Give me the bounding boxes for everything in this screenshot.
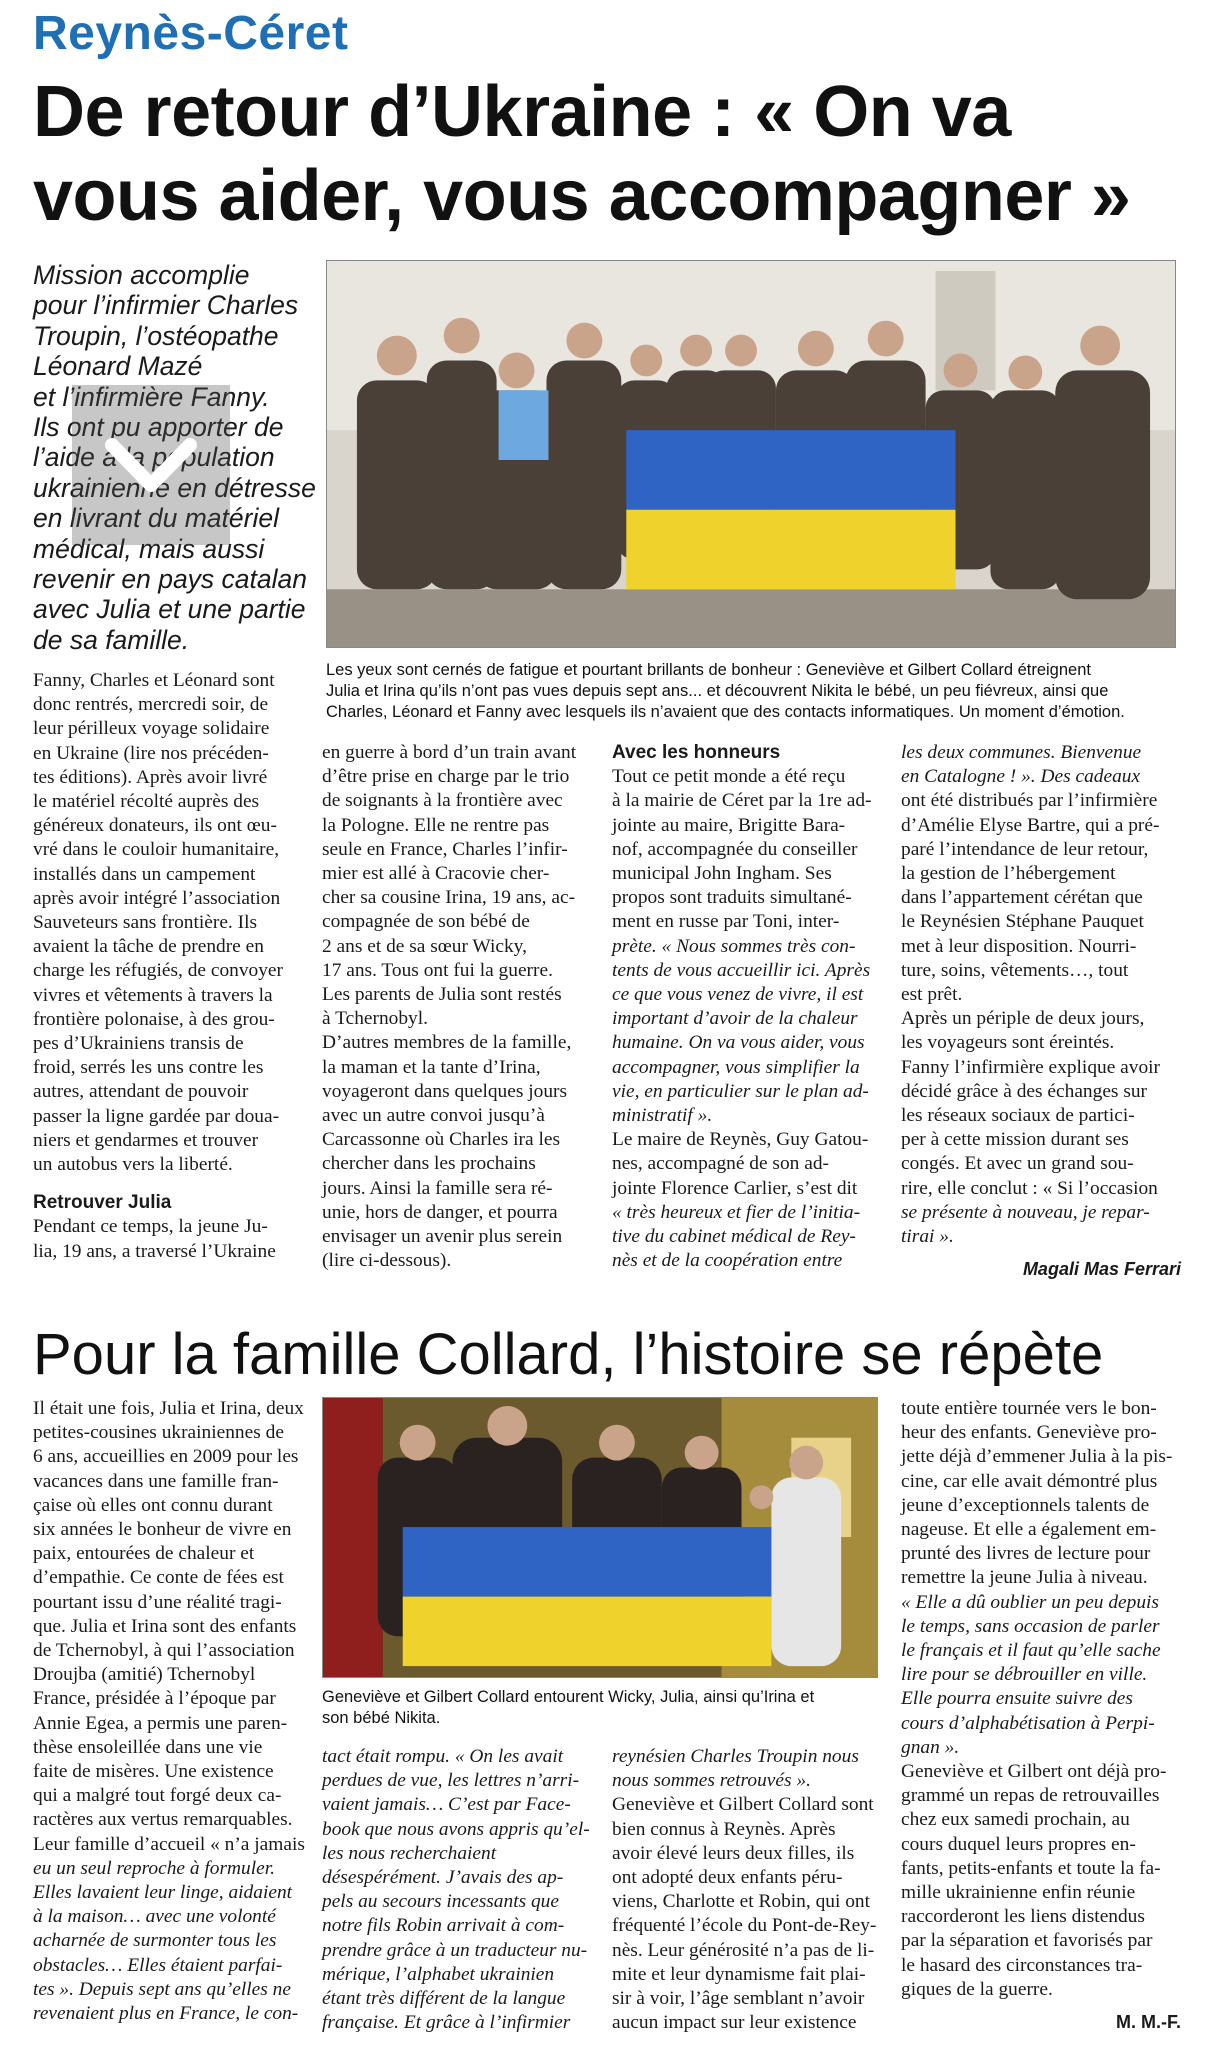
text-line: heur des enfants. Geneviève pro-	[901, 1422, 1157, 1444]
text-line: prendre grâce à un traducteur nu-	[322, 1939, 588, 1961]
article-column-2	[322, 741, 592, 1273]
text-line: de soignants à la frontière avec	[322, 790, 563, 812]
text-line: ractères aux vertus remarquables.	[33, 1809, 293, 1831]
text-line: est prêt.	[901, 984, 963, 1006]
collard-family-photo	[322, 1397, 878, 1678]
text-line: en Ukraine (lire nos précéden-	[33, 742, 269, 764]
text-line: et l’infirmière Fanny.	[33, 381, 270, 412]
text-line: pourtant issu d’une réalité tragi-	[33, 1591, 282, 1613]
text-line: aucun impact sur leur existence	[612, 2012, 857, 2034]
text-line: tes ». Depuis sept ans qu’elles ne	[33, 1978, 291, 2000]
article2-column-3	[612, 1745, 882, 2035]
text-line: la maman et la tante d’Irina,	[322, 1056, 541, 1078]
text-line: donc rentrés, mercredi soir, de	[33, 694, 269, 716]
text-line: jours. Ainsi la famille sera ré-	[322, 1177, 553, 1199]
text-line: étant très différent de la langue	[322, 1988, 566, 2010]
text-line: généreux donateurs, ils ont œu-	[33, 815, 277, 837]
text-line: la Pologne. Elle ne rentre pas	[322, 814, 550, 836]
text-line: installés dans un campement	[33, 863, 256, 885]
text-line: Geneviève et Gilbert Collard sont	[612, 1794, 874, 1816]
text-line: autres, attendant de pouvoir	[33, 1081, 249, 1103]
text-line: leur périlleux voyage solidaire	[33, 718, 270, 740]
text-line: 6 ans, accueillies en 2009 pour les	[33, 1446, 299, 1468]
text-line: cher sa cousine Irina, 19 ans, ac-	[322, 887, 576, 909]
text-line: revenir en pays catalan	[33, 564, 307, 595]
text-line: « très heureux et fier de l’initia-	[612, 1201, 861, 1223]
text-line: Après un périple de deux jours,	[901, 1008, 1145, 1030]
text-line: chez eux samedi prochain, au	[901, 1809, 1130, 1831]
text-line: Pendant ce temps, la jeune Ju-	[33, 1216, 268, 1238]
text-line: tents de vous accueillir ici. Après	[612, 959, 871, 981]
text-line: çaise où elles ont connu durant	[33, 1494, 273, 1516]
text-line: petites-cousines ukrainiennes de	[33, 1422, 284, 1444]
text-line: tive du cabinet médical de Rey-	[612, 1226, 856, 1248]
text-line: municipal John Ingham. Ses	[612, 863, 832, 885]
section-kicker: Reynès-Céret	[33, 7, 349, 60]
text-line: book que nous avons appris qu’el-	[322, 1818, 590, 1840]
text-line: avec un autre convoi jusqu’à	[322, 1105, 545, 1127]
text-line: ment en russe par Toni, inter-	[612, 911, 840, 933]
text-line: vaient jamais… C’est par Face-	[322, 1794, 571, 1816]
text-line: niers et gendarmes et trouver	[33, 1129, 259, 1151]
text-line: congés. Et avec un grand sou-	[901, 1153, 1134, 1175]
text-line: tirai ».	[901, 1226, 954, 1248]
text-line: dans l’appartement cérétan que	[901, 887, 1143, 909]
text-line: grammé un repas de retrouvailles	[901, 1785, 1160, 1807]
text-line: viens, Charlotte et Robin, qui ont	[612, 1891, 870, 1913]
text-line: médical, mais aussi	[33, 533, 265, 564]
text-line: avoir élevé leurs deux filles, ils	[612, 1842, 855, 1864]
text-line: toute entière tournée vers le bon-	[901, 1398, 1157, 1419]
text-line: Ils ont pu apporter de	[33, 412, 284, 443]
text-line: Les parents de Julia sont restés	[322, 984, 562, 1006]
text-line: humaine. On va vous aider, vous	[612, 1032, 865, 1054]
text-line: Fanny, Charles et Léonard sont	[33, 670, 275, 691]
text-line: pour l’infirmier Charles	[33, 290, 299, 321]
text-line: paré l’intendance de leur retour,	[901, 838, 1149, 860]
text-line: obstacles… Elles étaient parfai-	[33, 1954, 283, 1976]
text-line: Droujba (amitié) Tchernobyl	[33, 1664, 256, 1686]
text-line: désespérément. J’avais des ap-	[322, 1867, 564, 1889]
text-line: à la maison… avec une volonté	[33, 1906, 276, 1928]
text-line: nof, accompagnée du conseiller	[612, 838, 858, 860]
text-line: Mission accomplie	[33, 260, 250, 290]
text-line: française. Et grâce à l’infirmier	[322, 2012, 571, 2034]
media-overlay-button[interactable]	[72, 385, 230, 545]
text-line: qui a malgré tout forgé deux ca-	[33, 1785, 282, 1807]
text-line: le français et il faut qu’elle sache	[901, 1640, 1161, 1662]
text-line: Tout ce petit monde a été reçu	[612, 766, 846, 788]
text-line: mille ukrainienne enfin réunie	[901, 1882, 1136, 1904]
text-line: par la séparation et favorisés par	[901, 1930, 1153, 1952]
text-line: Annie Egea, a permis une paren-	[33, 1712, 288, 1734]
text-line: nageuse. Et elle a également em-	[901, 1519, 1157, 1541]
text-line: Il était une fois, Julia et Irina, deux	[33, 1398, 304, 1419]
photo-caption-2	[322, 1687, 878, 1729]
text-line: en Catalogne ! ». Des cadeaux	[901, 766, 1141, 788]
text-line: Julia et Irina qu’ils n’ont pas vues depuis sept ans... et découvrent Nikita le bébé, un peu fiévreux, ainsi que	[326, 681, 1109, 700]
text-line: le Reynésien Stéphane Pauquet	[901, 911, 1144, 933]
text-line: prunté des livres de lecture pour	[901, 1543, 1151, 1565]
text-line: per à cette mission durant ses	[901, 1129, 1129, 1151]
article-headline: De retour d’Ukraine : « On va vous aider, vous accompagner »	[33, 72, 1131, 236]
text-line: jette déjà d’emmener Julia à la pis-	[901, 1446, 1173, 1468]
text-line: giques de la guerre.	[901, 1978, 1053, 2000]
text-line: raccorderont les liens distendus	[901, 1906, 1145, 1928]
article-column-4	[901, 741, 1181, 1281]
text-line: unie, hors de danger, et pourra	[322, 1201, 558, 1223]
text-line: (lire ci-dessous).	[322, 1250, 452, 1272]
text-line: un autobus vers la liberté.	[33, 1154, 233, 1176]
text-line: avec Julia et une partie	[33, 594, 306, 625]
text-line: cine, car elle avait démontré plus	[901, 1470, 1158, 1492]
text-line: seule en France, Charles l’infir-	[322, 838, 568, 860]
text-line: lire pour se débrouiller en ville.	[901, 1664, 1148, 1686]
text-line: de Tchernobyl, à qui l’association	[33, 1640, 295, 1662]
text-line: à Tchernobyl.	[322, 1008, 428, 1030]
text-line: reynésien Charles Troupin nous	[612, 1746, 859, 1767]
text-line: Léonard Mazé	[33, 351, 203, 382]
text-line: paix, entourées de chaleur et	[33, 1543, 255, 1565]
text-line: frontière polonaise, à des grou-	[33, 1008, 275, 1030]
text-line: jointe Florence Carlier, s’est dit	[612, 1177, 858, 1199]
text-line: les réseaux sociaux de partici-	[901, 1105, 1135, 1127]
text-line: froid, serrés les uns contre les	[33, 1057, 264, 1079]
text-line: vré dans le couloir humanitaire,	[33, 839, 280, 861]
text-line: passer la ligne gardée par doua-	[33, 1105, 280, 1127]
text-line: vie, en particulier sur le plan ad-	[612, 1080, 869, 1102]
text-line: la gestion de l’hébergement	[901, 863, 1116, 885]
text-line: « Elle a dû oublier un peu depuis	[901, 1591, 1159, 1613]
subheading: Retrouver Julia	[33, 1192, 172, 1214]
text-line: bien connus à Reynès. Après	[612, 1818, 836, 1840]
text-line: prète. « Nous sommes très con-	[612, 935, 856, 957]
photo-caption	[326, 660, 1176, 722]
text-line: remettre la jeune Julia à niveau.	[901, 1567, 1148, 1589]
text-line: fréquenté l’école du Pont-de-Rey-	[612, 1915, 877, 1937]
text-line: fants, petits-enfants et toute la fa-	[901, 1857, 1161, 1879]
text-line: ministratif ».	[612, 1105, 713, 1127]
text-line: Le maire de Reynès, Guy Gatou-	[612, 1129, 869, 1151]
text-line: d’être prise en charge par le trio	[322, 766, 570, 788]
text-line: Elles lavaient leur linge, aidaient	[33, 1882, 293, 1904]
text-line: envisager un avenir plus serein	[322, 1226, 563, 1248]
text-line: les nous recherchaient	[322, 1842, 497, 1864]
text-line: Geneviève et Gilbert Collard entourent Wicky, Julia, ainsi qu’Irina et	[322, 1688, 815, 1706]
text-line: son bébé Nikita.	[322, 1708, 441, 1727]
text-line: faite de misères. Une existence	[33, 1761, 274, 1783]
text-line: acharnée de surmonter tous les	[33, 1930, 277, 1952]
article-headline-2: Pour la famille Collard, l’histoire se répète	[33, 1322, 1104, 1387]
text-line: sir à voir, l’âge semblant n’avoir	[612, 1988, 865, 2010]
text-line: compagnée de son bébé de	[322, 911, 530, 933]
text-line: Les yeux sont cernés de fatigue et pourtant brillants de bonheur : Geneviève et Gilbert Collard étreignent	[326, 661, 1091, 679]
text-line: notre fils Robin arrivait à com-	[322, 1915, 565, 1937]
text-line: se présente à nouveau, je repar-	[901, 1201, 1150, 1223]
text-line: 17 ans. Tous ont fui la guerre.	[322, 959, 553, 981]
subheading: Avec les honneurs	[612, 742, 781, 763]
text-line: à la mairie de Céret par la 1re ad-	[612, 790, 872, 812]
text-line: les deux communes. Bienvenue	[901, 742, 1142, 763]
text-line: propos sont traduits simultané-	[612, 887, 852, 909]
text-line: de sa famille.	[33, 624, 190, 655]
text-line: ukrainienne en détresse	[33, 472, 316, 503]
text-line: ce que vous venez de vivre, il est	[612, 984, 864, 1006]
text-line: Fanny l’infirmière explique avoir	[901, 1056, 1160, 1078]
text-line: ture, soins, vêtements…, tout	[901, 959, 1129, 981]
text-line: Sauveteurs sans frontière. Ils	[33, 912, 258, 934]
article2-column-4	[901, 1397, 1181, 2034]
text-line: pes d’Ukrainiens transis de	[33, 1033, 244, 1055]
text-line: mérique, l’alphabet ukrainien	[322, 1963, 555, 1985]
text-line: revenaient plus en France, le con-	[33, 2003, 299, 2025]
text-line: thèse ensoleillée dans une vie	[33, 1736, 263, 1758]
text-line: Troupin, l’ostéopathe	[33, 320, 279, 351]
text-line: Elle pourra ensuite suivre des	[901, 1688, 1133, 1710]
chevron-down-icon	[72, 385, 230, 545]
text-line: décidé grâce à des échanges sur	[901, 1080, 1148, 1102]
text-line: Leur famille d’accueil « n’a jamais	[33, 1833, 305, 1855]
text-line: pels au secours incessants que	[322, 1891, 559, 1913]
text-line: tes éditions). Après avoir livré	[33, 766, 268, 788]
text-line: en guerre à bord d’un train avant	[322, 742, 577, 763]
text-line: gnan ».	[901, 1736, 960, 1758]
text-line: les voyageurs sont éreintés.	[901, 1032, 1115, 1054]
text-line: le temps, sans occasion de parler	[901, 1615, 1160, 1637]
article2-column-1	[33, 1397, 303, 2026]
text-line: avaient la tâche de prendre en	[33, 936, 264, 958]
text-line: Carcassonne où Charles ira les	[322, 1129, 560, 1151]
text-line: Geneviève et Gilbert ont déjà pro-	[901, 1761, 1167, 1783]
byline: Magali Mas Ferrari	[1022, 1259, 1181, 1280]
text-line: tact était rompu. « On les avait	[322, 1746, 564, 1767]
text-line: cours duquel leurs propres en-	[901, 1833, 1136, 1855]
text-line: perdues de vue, les lettres n’arri-	[322, 1770, 580, 1792]
text-line: après avoir intégré l’association	[33, 887, 281, 909]
text-line: jointe au maire, Brigitte Bara-	[612, 814, 846, 836]
text-line: 2 ans et de sa sœur Wicky,	[322, 935, 527, 957]
text-line: D’autres membres de la famille,	[322, 1032, 572, 1054]
text-line: chercher dans les prochains	[322, 1153, 536, 1175]
text-line: France, présidée à l’époque par	[33, 1688, 276, 1710]
text-line: nous sommes retrouvés ».	[612, 1770, 811, 1792]
text-line: six années le bonheur de vivre en	[33, 1519, 292, 1541]
text-line: met à leur disposition. Nourri-	[901, 935, 1137, 957]
text-line: important d’avoir de la chaleur	[612, 1008, 858, 1030]
text-line: que. Julia et Irina sont des enfants	[33, 1615, 297, 1637]
text-line: eu un seul reproche à formuler.	[33, 1857, 275, 1879]
text-line: cours d’alphabétisation à Perpi-	[901, 1712, 1155, 1734]
text-line: jeune d’exceptionnels talents de	[901, 1494, 1150, 1516]
text-line: rire, elle conclut : « Si l’occasion	[901, 1177, 1158, 1199]
text-line: voyageront dans quelques jours	[322, 1080, 568, 1102]
text-line: vivres et vêtements à travers la	[33, 984, 273, 1006]
article-column-1	[33, 669, 303, 1264]
text-line: accompagner, vous simplifier la	[612, 1056, 860, 1078]
text-line: nès et de la coopération entre	[612, 1250, 843, 1272]
text-line: mite et leur dynamisme fait plai-	[612, 1963, 866, 1985]
text-line: d’empathie. Ce conte de fées est	[33, 1567, 284, 1589]
text-line: mier est allé à Cracovie cher-	[322, 863, 550, 885]
text-line: ont adopté deux enfants péru-	[612, 1867, 843, 1889]
byline-2: M. M.-F.	[1116, 2012, 1181, 2033]
text-line: Charles, Léonard et Fanny avec lesquels ils n’avaient que des contacts informatiques. Un moment d’émotion.	[326, 702, 1125, 721]
text-line: vacances dans une famille fran-	[33, 1470, 279, 1492]
text-line: lia, 19 ans, a traversé l’Ukraine	[33, 1240, 276, 1262]
text-line: nès. Leur générosité n’a pas de li-	[612, 1939, 875, 1961]
text-line: le hasard des circonstances tra-	[901, 1954, 1143, 1976]
article-column-3	[612, 741, 882, 1273]
text-line: ont été distribués par l’infirmière	[901, 790, 1158, 812]
text-line: l’aide à la population	[33, 442, 275, 473]
group-photo	[326, 260, 1176, 648]
text-line: nes, accompagné de son ad-	[612, 1153, 829, 1175]
article2-column-2	[322, 1745, 592, 2035]
text-line: en livrant du matériel	[33, 503, 279, 534]
text-line: charge les réfugiés, de convoyer	[33, 960, 283, 982]
text-line: le matériel récolté auprès des	[33, 791, 260, 813]
text-line: d’Amélie Elyse Bartre, qui a pré-	[901, 814, 1160, 836]
